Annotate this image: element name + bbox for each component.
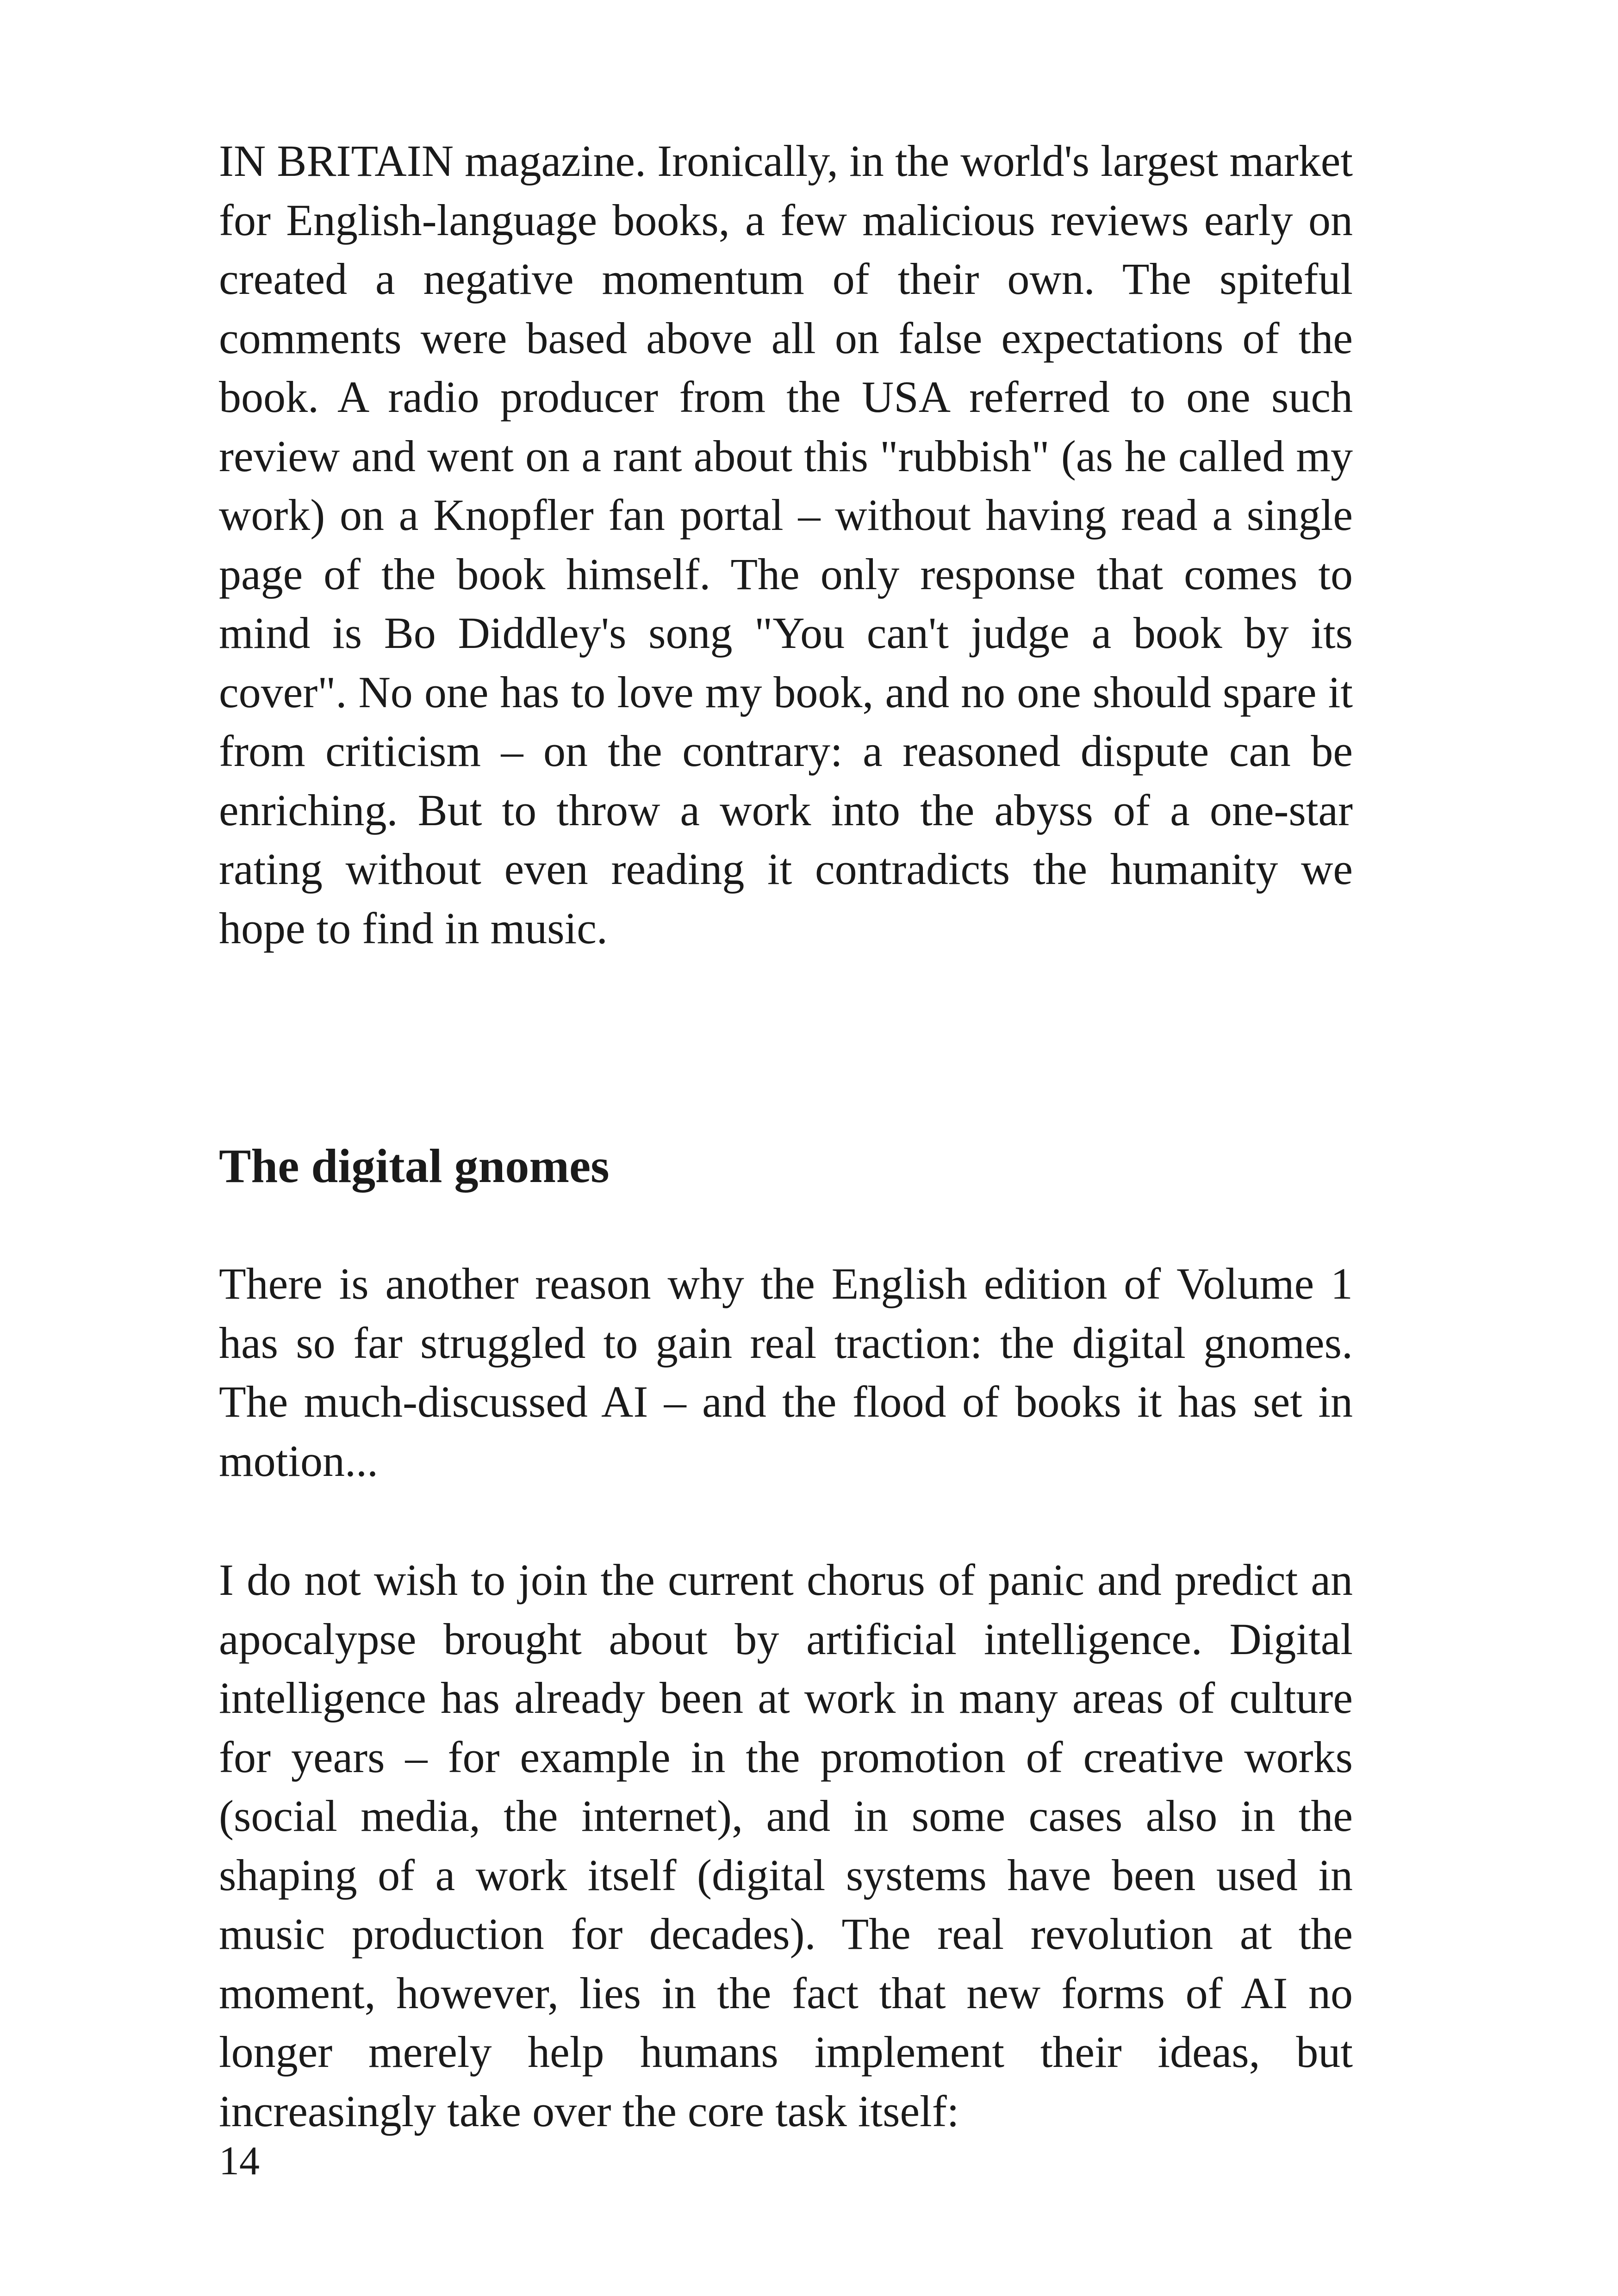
section-heading: The digital gnomes bbox=[219, 1139, 610, 1193]
body-paragraph: IN BRITAIN magazine. Ironically, in the world's largest market for English-language books, a few malicious reviews early on created a negative momentum of their own. The spiteful comments were based above all on false expectations of the book. A radio producer from the USA referred to one such review and went on a rant about this "rubbish" (as he called my work) on a Knopfler fan portal – without having read a single page of the book himself. The only response that comes to mind is Bo Diddley's song "You can't judge a book by its cover". No one has to love my book, and no one should spare it from criticism – on the contrary: a reasoned dispute can be enriching. But to throw a work into the abyss of a one-star rating without even reading it contradicts the humanity we hope to find in music. bbox=[219, 136, 1353, 953]
body-paragraph: I do not wish to join the current chorus of panic and predict an apocalypse brought about by artificial intelligence. Digital intelligence has already been at work in many areas of culture for years – for example in the promotion of creative works (social media, the internet), and in some cases also in the shaping of a work itself (digital systems have been used in music production for decades). The real revolution at the moment, however, lies in the fact that new forms of AI no longer merely help humans implement their ideas, but increasingly take over the core task itself: bbox=[219, 1555, 1353, 2136]
page-number: 14 bbox=[219, 2139, 260, 2184]
body-paragraph: There is another reason why the English edition of Volume 1 has so far struggled to gain real traction: the digital gnomes. The much-discussed AI – and the flood of books it has set in motion... bbox=[219, 1259, 1353, 1486]
